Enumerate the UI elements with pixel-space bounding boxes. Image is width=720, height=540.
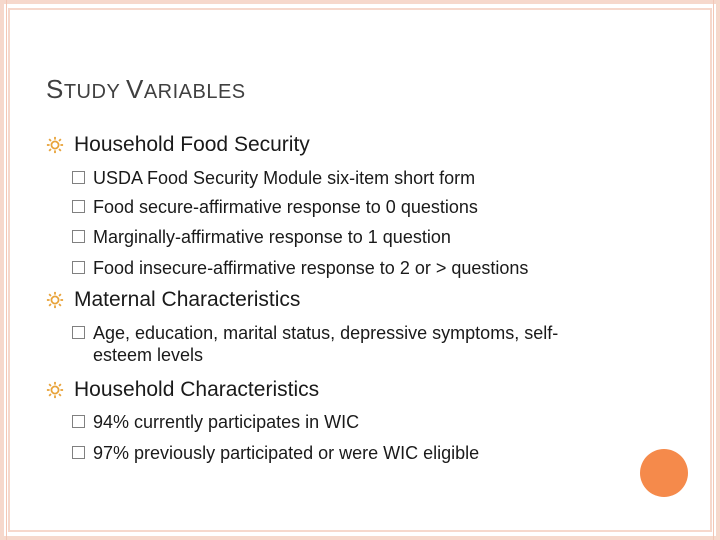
sun-bullet-icon (46, 291, 64, 309)
list-item: USDA Food Security Module six-item short form (72, 167, 475, 189)
list-item: Age, education, marital status, depressive symptoms, self-esteem levels (72, 322, 612, 366)
checkbox-bullet-icon (72, 446, 85, 459)
sun-bullet-icon (46, 381, 64, 399)
section-heading-food-security: Household Food Security (46, 133, 310, 157)
checkbox-bullet-icon (72, 326, 85, 339)
list-item: 94% currently participates in WIC (72, 411, 359, 433)
list-item: 97% previously participated or were WIC eligible (72, 442, 479, 464)
checkbox-bullet-icon (72, 200, 85, 213)
sun-bullet-icon (46, 136, 64, 154)
checkbox-bullet-icon (72, 230, 85, 243)
slide-title: STUDY VARIABLES (46, 74, 246, 104)
frame-line-left (6, 0, 7, 540)
section-heading-maternal: Maternal Characteristics (46, 288, 300, 312)
list-item: Food insecure-affirmative response to 2 or > questions (72, 257, 528, 279)
checkbox-bullet-icon (72, 261, 85, 274)
decorative-circle (640, 449, 688, 497)
checkbox-bullet-icon (72, 415, 85, 428)
list-item: Food secure-affirmative response to 0 questions (72, 196, 478, 218)
section-heading-household: Household Characteristics (46, 378, 319, 402)
checkbox-bullet-icon (72, 171, 85, 184)
list-item: Marginally-affirmative response to 1 question (72, 226, 451, 248)
frame-line-right (713, 0, 714, 540)
